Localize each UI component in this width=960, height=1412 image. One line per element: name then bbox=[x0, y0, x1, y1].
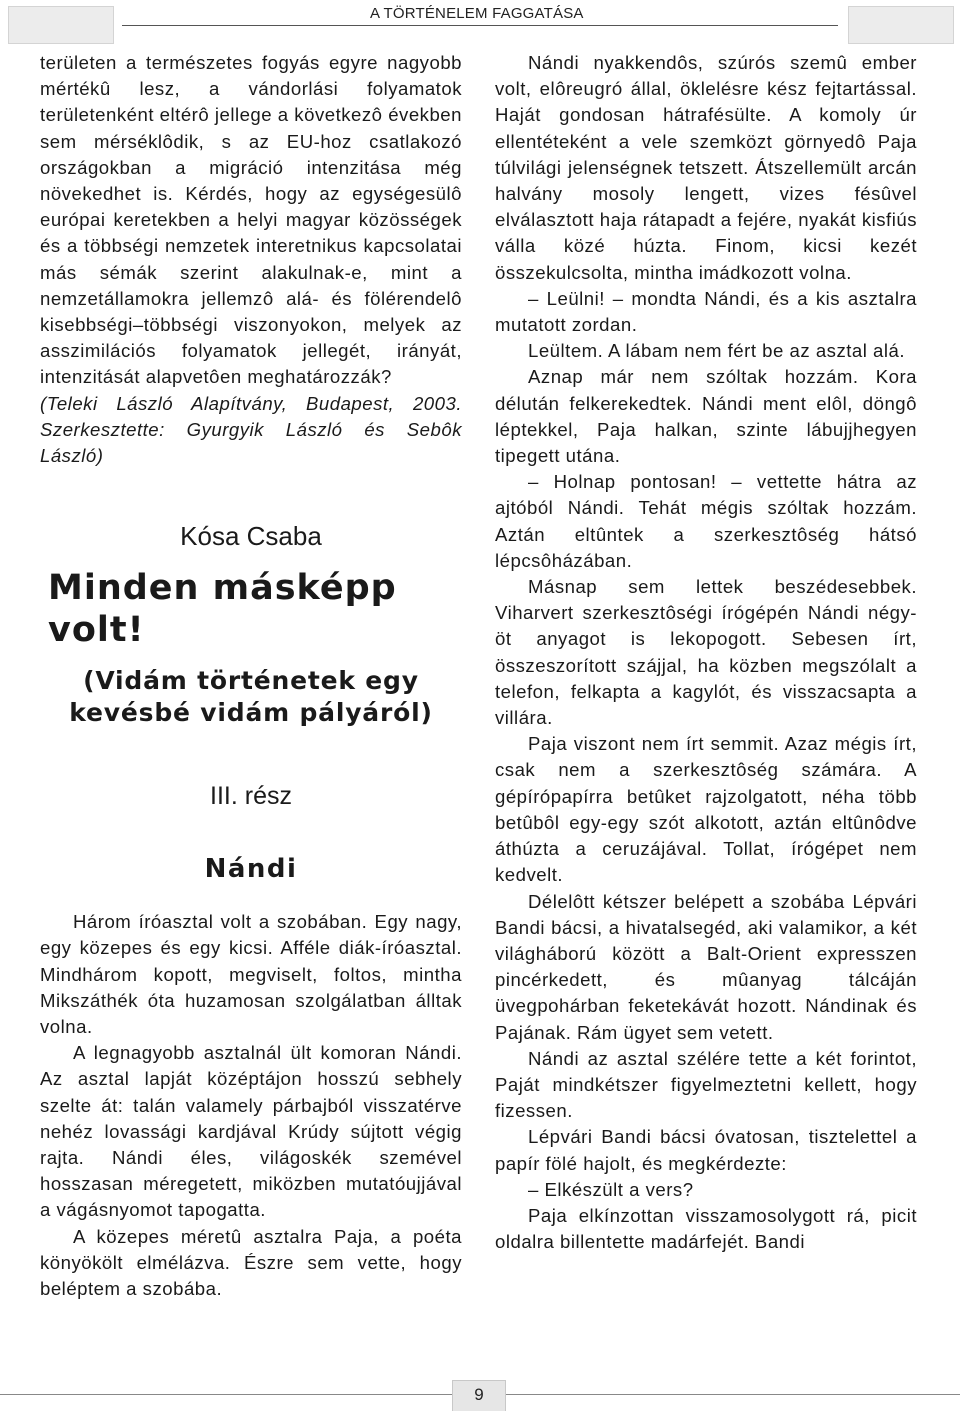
dialogue-paragraph: – Elkészült a vers? bbox=[528, 1178, 694, 1200]
article-subtitle: (Vidám történetek egy kevésbé vidám pályáról) bbox=[69, 666, 433, 728]
article-author: Kósa Csaba bbox=[180, 521, 322, 552]
part-label: III. rész bbox=[210, 782, 292, 811]
body-paragraph: A legnagyobb asztalnál ült komoran Nándi. Az asztal lapját középtájon hosszú sebhely szelte át: talán valamely párbajból visszatérve nehéz lovassági kardjával Krúdy sújtott végig rajta. Nándi éles, világoskék szemével hosszasan méregetett, miközben mutatóujjával a vágásnyomot tapogatta. bbox=[40, 1042, 462, 1221]
section-spacer bbox=[40, 885, 462, 909]
body-paragraph: Aznap már nem szóltak hozzám. Kora délután felkerekedtek. Nándi ment elôl, döngô léptekkel, Paja halkan, szinte lábujjhegyen tipegett utána. bbox=[495, 366, 917, 467]
body-paragraph: Délelôtt kétszer belépett a szobába Lépvári Bandi bácsi, a hivatalsegéd, aki valamikor, a két világháború között a Balt-Orient expresszen pincérkedett, és mûanyag tálcáján üvegpohárban feketekávát hozott. Nándinak és Pajának. Rám ügyet sem vetett. bbox=[495, 890, 917, 1043]
body-paragraph: Leültem. A lábam nem fért be az asztal alá. bbox=[528, 340, 906, 362]
body-paragraph: Paja viszont nem írt semmit. Azaz mégis írt, csak nem a szerkesztôség számára. A gépírópapírra betûket rajzolgatott, néha több betûbôl egy-egy szót alkotott, aztán eltûnôdve áthúzta a ceruzájával. Tollat, írógépet nem kedvelt. bbox=[495, 733, 917, 886]
article-title: Minden másképp volt! bbox=[48, 568, 397, 651]
body-paragraph: Lépvári Bandi bácsi óvatosan, tisztelettel a papír fölé hajolt, és megkérdezte: bbox=[495, 1126, 917, 1174]
dialogue-paragraph: – Holnap pontosan! – vettette hátra az ajtóból Nándi. Tehát mégis szóltak hozzám. Aztán eltûntek a szerkesztôség hátsó lépcsôházában. bbox=[495, 471, 917, 571]
header-corner-block-right bbox=[848, 6, 954, 44]
citation: (Teleki László Alapítvány, Budapest, 2003. Szerkesztette: Gyurgyik László és Sebôk László) bbox=[40, 392, 462, 467]
section-title: Nándi bbox=[204, 854, 298, 885]
header-rule bbox=[122, 25, 838, 26]
body-paragraph: Nándi nyakkendôs, szúrós szemû ember volt, elôreugró állal, öklelésre kész fejtartással. Haját gondosan hátrafésülte. A komoly úr ellentéteként a vele szemközt görnyedô Paja túlvilági jelenségnek tetszett. Átszellemült arcán halvány mosoly lengett, vizes fésûvel elválasztott haja rátapadt a fejére, nyakát kisfiús válla közé húzta. Finom, kicsi kezét összekulcsolta, mintha imádkozott volna. bbox=[495, 52, 917, 283]
body-paragraph: Másnap sem lettek beszédesebbek. Viharvert szerkesztôségi írógépén Nándi négy-öt anyagot is lekopogott. Sebesen írt, összeszorított szájjal, ha közben megszólalt a telefon, felkapta a kagylót, és visszacsapta a villára. bbox=[495, 576, 917, 729]
body-paragraph: Nándi az asztal szélére tette a két forintot, Paját mindkétszer figyelmeztetni kellett, hogy fizessen. bbox=[495, 1047, 917, 1122]
running-header: A TÖRTÉNELEM FAGGATÁSA bbox=[370, 5, 584, 22]
right-column bbox=[495, 50, 917, 1255]
left-column bbox=[40, 50, 462, 1302]
page-number: 9 bbox=[452, 1380, 506, 1411]
intro-paragraph: területen a természetes fogyás egyre nagyobb mértékû lesz, a vándorlási folyamatok területenként eltérô jellege a következô években sem mérséklôdik, s az EU-hoz csatlakozó országokban a migráció intenzitása még növekedhet is. Kérdés, hogy az egységesülô európai keretekben a helyi magyar közösségek és a többségi nemzetek interetnikus kapcsolatai más sémák szerint alakulnak-e, mint a nemzetállamokra jellemzô alá- és fölérendelô kisebbségi–többségi viszonyokon, melyek az asszimilációs folyamatok jellegét, irányát, intenzitását alapvetôen meghatározzák? bbox=[40, 52, 462, 388]
header-corner-block-left bbox=[8, 6, 114, 44]
body-paragraph: Három íróasztal volt a szobában. Egy nagy, egy közepes és egy kicsi. Afféle diák-íróasztal. Mindhárom kopott, megviselt, foltos, mintha Mikszáthék óta huzamosan szolgálatban álltak volna. bbox=[40, 911, 462, 1038]
dialogue-paragraph: – Leülni! – mondta Nándi, és a kis asztalra mutatott zordan. bbox=[495, 287, 917, 336]
body-paragraph: Paja elkínzottan visszamosolygott rá, picit oldalra billentette madárfejét. Bandi bbox=[495, 1204, 917, 1253]
body-paragraph: A közepes méretû asztalra Paja, a poéta könyökölt elmélázva. Észre sem vette, hogy beléptem a szobába. bbox=[40, 1225, 462, 1300]
